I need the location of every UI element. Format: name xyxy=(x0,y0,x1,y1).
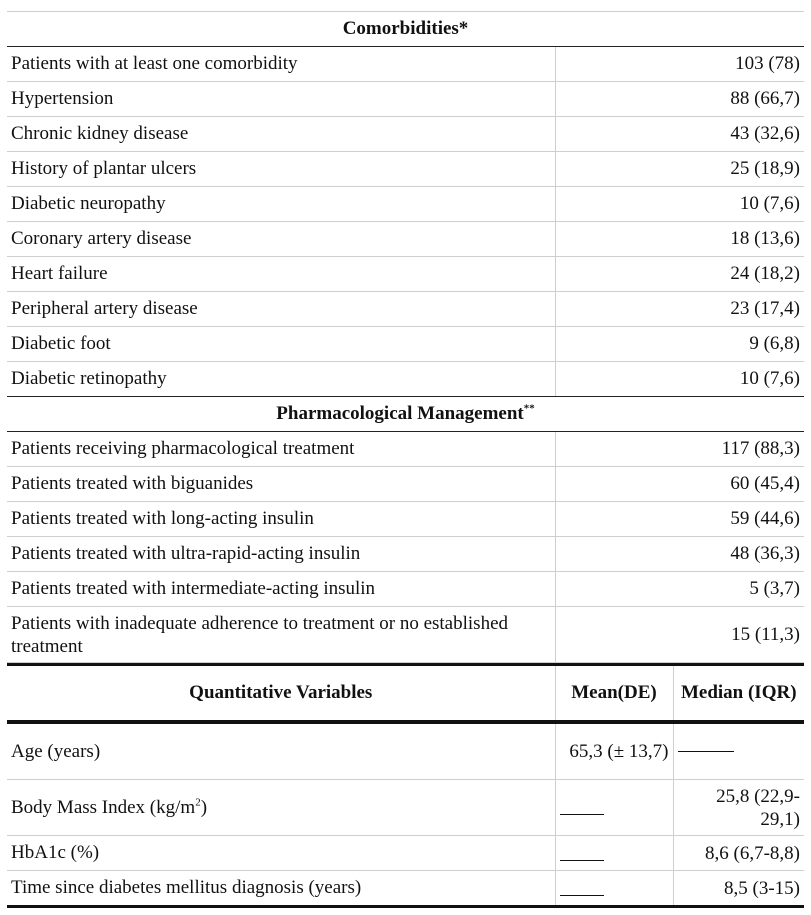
row-label: Hypertension xyxy=(7,82,555,117)
table-row xyxy=(7,607,804,663)
table-row xyxy=(7,467,804,502)
table-row xyxy=(7,537,804,572)
pharmacological-header xyxy=(7,397,804,432)
row-label: Patients with at least one comorbidity xyxy=(7,47,555,82)
row-label: Patients with inadequate adherence to treatment or no established treatment xyxy=(7,607,555,663)
header-mean: Mean(DE) xyxy=(555,665,673,723)
row-mean-empty xyxy=(555,836,673,871)
row-label: Diabetic neuropathy xyxy=(7,187,555,222)
row-median: 25,8 (22,9-29,1) xyxy=(673,780,804,836)
table-row xyxy=(7,836,804,871)
table-row xyxy=(7,572,804,607)
row-value: 10 (7,6) xyxy=(555,362,804,397)
row-label xyxy=(7,780,555,836)
row-median: 8,6 (6,7-8,8) xyxy=(673,836,804,871)
row-value: 117 (88,3) xyxy=(555,432,804,467)
row-label: History of plantar ulcers xyxy=(7,152,555,187)
row-value: 18 (13,6) xyxy=(555,222,804,257)
table-row xyxy=(7,502,804,537)
row-label: Patients treated with long-acting insulin xyxy=(7,502,555,537)
row-value: 48 (36,3) xyxy=(555,537,804,572)
row-value: 60 (45,4) xyxy=(555,467,804,502)
row-value: 103 (78) xyxy=(555,47,804,82)
row-median: 8,5 (3-15) xyxy=(673,871,804,907)
row-value: 15 (11,3) xyxy=(555,607,804,663)
row-label: Chronic kidney disease xyxy=(7,117,555,152)
unit-superscript: 2 xyxy=(195,796,201,809)
row-label: Patients treated with intermediate-acting insulin xyxy=(7,572,555,607)
row-label: Time since diabetes mellitus diagnosis (years) xyxy=(7,871,555,907)
empty-dash xyxy=(560,814,604,815)
quantitative-header-row xyxy=(7,665,804,723)
comorbidities-header: Comorbidities* xyxy=(7,12,804,47)
table-row xyxy=(7,152,804,187)
comorbidities-section-header xyxy=(7,12,804,47)
empty-dash xyxy=(560,860,604,861)
row-value: 88 (66,7) xyxy=(555,82,804,117)
table-row xyxy=(7,257,804,292)
table-row xyxy=(7,222,804,257)
results-table-container xyxy=(7,11,804,908)
table-row xyxy=(7,292,804,327)
header-median: Median (IQR) xyxy=(673,665,804,723)
row-label: Diabetic foot xyxy=(7,327,555,362)
row-value: 5 (3,7) xyxy=(555,572,804,607)
table-row xyxy=(7,432,804,467)
row-label: Patients treated with biguanides xyxy=(7,467,555,502)
quantitative-table xyxy=(7,663,804,908)
row-value: 25 (18,9) xyxy=(555,152,804,187)
row-value: 10 (7,6) xyxy=(555,187,804,222)
table-row xyxy=(7,722,804,780)
row-mean-empty xyxy=(555,780,673,836)
row-label: Heart failure xyxy=(7,257,555,292)
pharmacological-section-header xyxy=(7,397,804,432)
row-label-end: ) xyxy=(200,796,208,818)
row-mean: 65,3 (± 13,7) xyxy=(555,722,673,780)
row-value: 24 (18,2) xyxy=(555,257,804,292)
row-label-text: Body Mass Index (kg/m xyxy=(11,796,196,818)
row-label: Patients receiving pharmacological treatment xyxy=(7,432,555,467)
table-row xyxy=(7,82,804,117)
row-label: Age (years) xyxy=(7,722,555,780)
empty-dash xyxy=(560,895,604,896)
table-row xyxy=(7,327,804,362)
row-value: 23 (17,4) xyxy=(555,292,804,327)
table-row xyxy=(7,362,804,397)
row-value: 9 (6,8) xyxy=(555,327,804,362)
row-mean-empty xyxy=(555,871,673,907)
row-label: Patients treated with ultra-rapid-acting insulin xyxy=(7,537,555,572)
pharmacological-header-text: Pharmacological Management xyxy=(276,403,524,424)
row-label: Coronary artery disease xyxy=(7,222,555,257)
table-row xyxy=(7,187,804,222)
table-row xyxy=(7,871,804,907)
row-value: 43 (32,6) xyxy=(555,117,804,152)
table-row xyxy=(7,780,804,836)
table-row xyxy=(7,117,804,152)
row-label: Peripheral artery disease xyxy=(7,292,555,327)
table-row xyxy=(7,47,804,82)
categorical-table xyxy=(7,11,804,663)
empty-dash xyxy=(678,751,734,752)
row-median-empty xyxy=(673,722,804,780)
row-label: Diabetic retinopathy xyxy=(7,362,555,397)
row-value: 59 (44,6) xyxy=(555,502,804,537)
footnote-mark: ** xyxy=(523,402,535,415)
row-label: HbA1c (%) xyxy=(7,836,555,871)
header-variable: Quantitative Variables xyxy=(7,665,555,723)
